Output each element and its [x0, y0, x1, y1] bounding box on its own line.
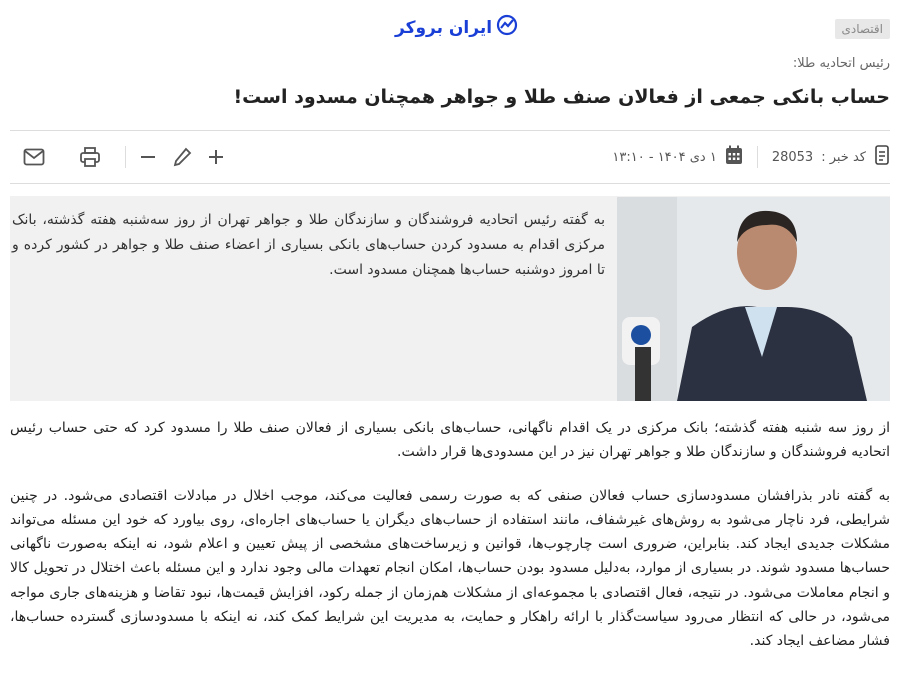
- pencil-icon[interactable]: [170, 145, 194, 169]
- category-badge[interactable]: اقتصادی: [835, 19, 891, 39]
- print-icon[interactable]: [78, 145, 102, 169]
- decrease-font-icon[interactable]: [136, 145, 160, 169]
- article-title: حساب بانکی جمعی از فعالان صنف طلا و جواهر همچنان مسدود است!: [233, 86, 890, 108]
- increase-font-icon[interactable]: [204, 145, 228, 169]
- article-body: [10, 416, 890, 673]
- logo-text: ایران بروکر: [395, 17, 493, 38]
- article-paragraph: به گفته نادر بذرافشان مسدودسازی حساب فعالان صنفی که به صورت رسمی فعالیت می‌کند، موجب اخلال در مبادلات اقتصادی می‌شود. در چنین شرایطی، فرد ناچار می‌شود به روش‌های غیرشفاف، مانند استفاده از حساب‌های دیگران یا حساب‌های اجاره‌ای، روی بیاورد که خود این مسئله می‌تواند مشکلات جدیدی ایجاد کند. بنابراین، ضروری است چارچوب‌ها، قوانین و زیرساخت‌های مشخصی از پیش تعیین و اعلام شود، نه اینکه به‌صورت ناگهانی حساب‌ها مسدود شوند. در بسیاری از موارد، به‌دلیل مسدود بودن حساب‌ها، امکان انجام تعهدات مالی وجود ندارد و این مسئله باعث اختلال در تحویل کالا و انجام معاملات می‌شود. در نتیجه، فعال اقتصادی با مجموعه‌ای از مشکلات هم‌زمان از جمله رکود، افزایش قیمت‌ها، نبود تقاضا و هزینه‌های جاری مواجه می‌شود، در حالی که انتظار می‌رود سیاست‌گذار با ارائه راهکار و حمایت، به مدیریت این شرایط کمک کند، نه اینکه با مسدودسازی گسترده حساب‌ها، فشار مضاعف ایجاد کند.: [10, 487, 890, 650]
- logo-chart-icon: [496, 14, 518, 41]
- divider: [10, 183, 890, 184]
- email-icon[interactable]: [22, 145, 46, 169]
- publish-date: ۱ دی ۱۴۰۴ - ۱۳:۱۰: [612, 149, 717, 165]
- lead-box: [10, 196, 890, 401]
- calendar-icon: [725, 145, 743, 169]
- article-photo: [617, 197, 890, 401]
- article-paragraph: از روز سه شنبه هفته گذشته؛ بانک مرکزی در یک اقدام ناگهانی، حساب‌های بانکی بسیاری از فعالان صنف طلا را مسدود کرد که حتی حساب رئیس اتحادیه فروشندگان و سازندگان طلا و جواهر تهران نیز در این مسدودی‌ها قرار داشت.: [10, 420, 890, 461]
- article-lead: به گفته رئیس اتحادیه فروشندگان و سازندگان طلا و جواهر تهران از روز سه‌شنبه هفته گذشته، بانک مرکزی اقدام به مسدود کردن حساب‌های بانکی بسیاری از اعضاء صنف طلا و جواهر در کشور کرده و تا امروز دوشنبه حساب‌ها همچنان مسدود است.: [12, 212, 605, 278]
- news-code: 28053: [771, 149, 814, 165]
- document-icon: [874, 144, 890, 170]
- meta-separator: [757, 146, 758, 168]
- news-code-label: کد خبر :: [821, 149, 866, 165]
- article-meta: [612, 145, 890, 169]
- divider: [10, 130, 890, 131]
- tools-separator: [125, 146, 126, 168]
- article-tools: [22, 145, 228, 169]
- site-logo[interactable]: [395, 14, 518, 41]
- article-kicker: رئیس اتحادیه طلا:: [792, 56, 890, 71]
